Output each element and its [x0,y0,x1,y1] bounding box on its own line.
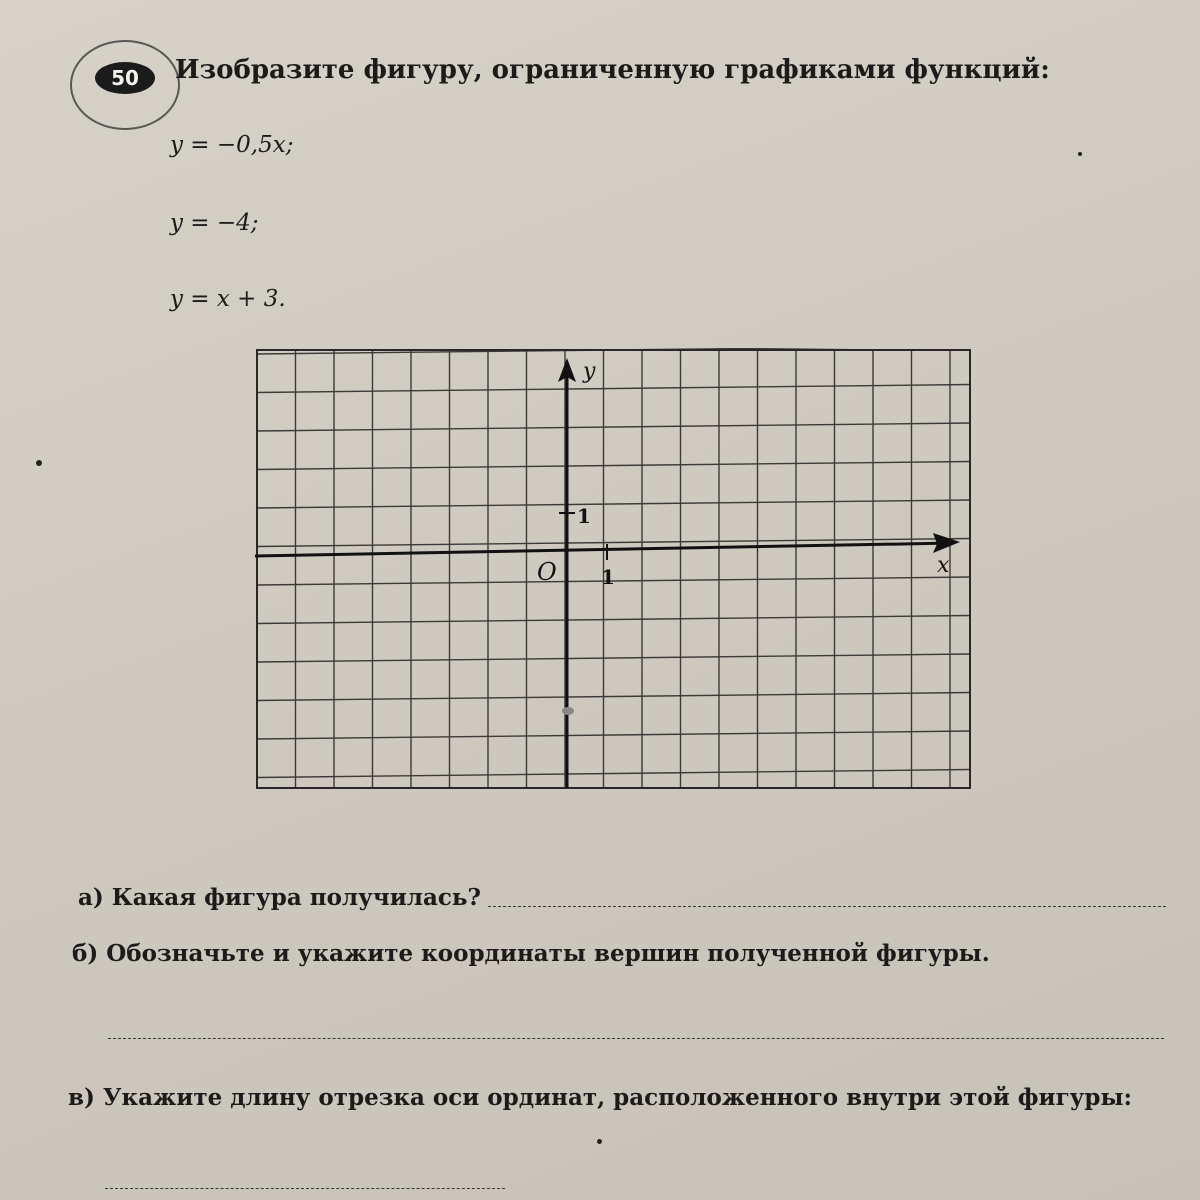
answer-line-b [108,1038,1164,1039]
grid-line-horizontal [257,731,970,739]
stray-dot [597,1139,602,1144]
problem-title: Изобразите фигуру, ограниченную графиками функций: [175,55,1050,85]
x-axis-arrow [933,533,960,553]
grid-line-horizontal [257,693,970,701]
coordinate-grid [255,348,975,793]
y-axis-label: y [583,359,596,384]
x-axis-label: x [937,553,950,578]
stray-dot [1078,152,1082,156]
grid-line-horizontal [257,770,970,778]
grid-line-horizontal [257,654,970,662]
answer-line-a [488,906,1166,907]
equation-3: y = x + 3. [170,286,286,312]
y-axis-pencil-mark [562,707,574,715]
grid-svg [255,348,975,793]
question-a: а) Какая фигура получилась? [78,884,481,911]
grid-line-horizontal [257,462,970,470]
grid-line-horizontal [257,423,970,431]
equation-2: y = −4; [170,210,259,236]
y-unit-label: 1 [577,504,591,528]
grid-line-horizontal [257,385,970,393]
equation-1: y = −0,5x; [170,132,294,158]
problem-number-badge: 50 [95,62,155,94]
question-c: в) Укажите длину отрезка оси ординат, расположенного внутри этой фигуры: [68,1084,1133,1111]
grid-line-horizontal [257,616,970,624]
stray-dot [36,460,42,466]
x-unit-label: 1 [601,565,615,589]
grid-line-horizontal [257,500,970,508]
origin-label: O [537,558,557,586]
answer-line-c [105,1188,505,1189]
question-b: б) Обозначьте и укажите координаты вершин полученной фигуры. [72,940,990,967]
